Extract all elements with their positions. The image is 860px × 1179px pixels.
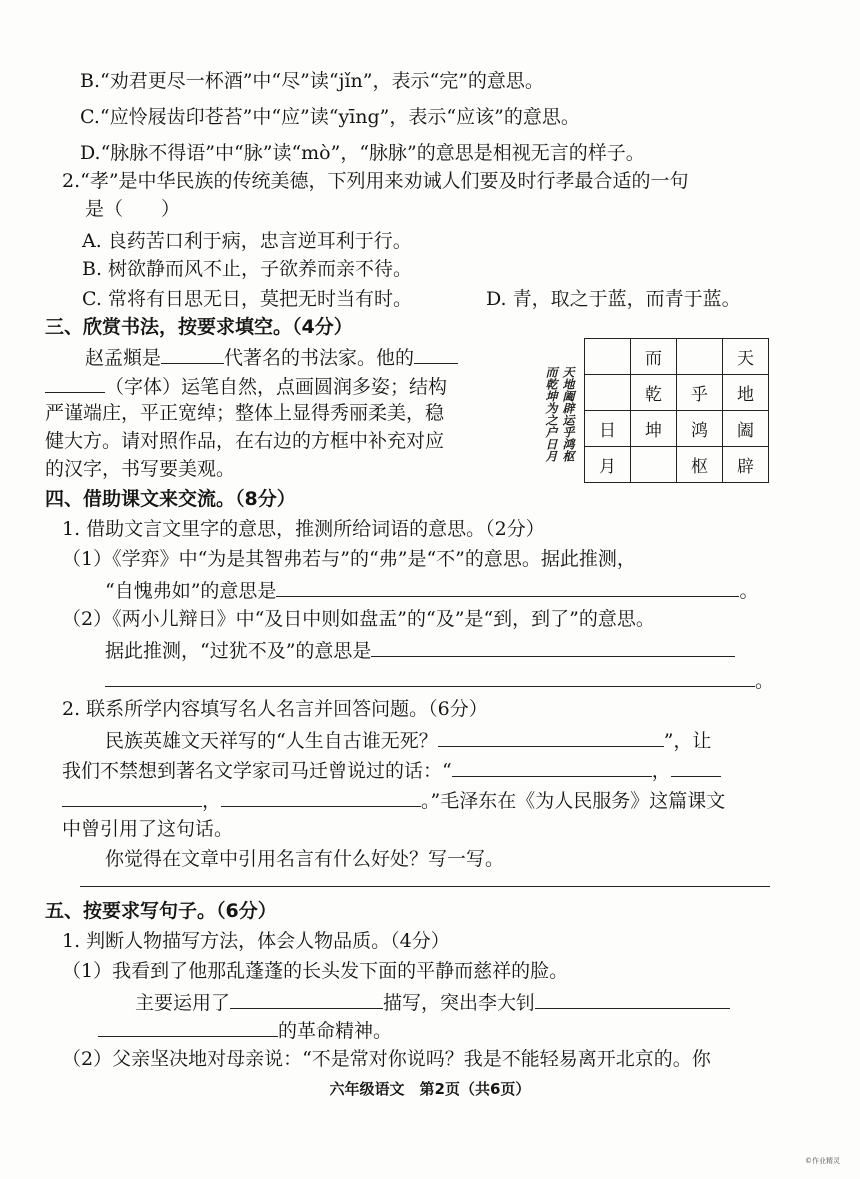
section3-para-line4: 健大方。请对照作品，在右边的方框中补充对应 — [45, 430, 445, 452]
section4-q1-1-line1: （1）《学弈》中“为是其智弗若与”的“弗”是“不”的意思。据此推测， — [62, 548, 636, 570]
grid-cell: 阖 — [723, 411, 769, 447]
simaqian-quote-blank-3[interactable] — [62, 786, 202, 807]
section3-para-line2 — [45, 372, 447, 400]
section4-q1-2-line3 — [105, 666, 774, 694]
dynasty-blank[interactable] — [161, 343, 224, 364]
section4-text: ”，让 — [663, 730, 712, 752]
simaqian-quote-blank-1[interactable] — [452, 756, 652, 777]
calligraphy-column-left: 而乾坤为之户日月 — [544, 366, 558, 462]
section5-title: 五、按要求写句子。（6分） — [45, 900, 277, 922]
q1-option-b: B.“劝君更尽一杯酒”中“尽”读“jǐn”，表示“完”的意思。 — [80, 70, 544, 92]
guoyou-buji-answer-blank-2[interactable] — [105, 666, 755, 687]
q2-stem-line2: 是（ ） — [85, 198, 181, 220]
grid-cell: 乎 — [677, 375, 723, 411]
grid-cell: 地 — [723, 375, 769, 411]
section4-q1-stem: 1. 借助文言文里字的意思，推测所给词语的意思。（2分） — [62, 518, 545, 540]
q1-option-c: C.“应怜屐齿印苍苔”中“应”读“yīng”，表示“应该”的意思。 — [80, 106, 580, 128]
grid-cell: 辟 — [723, 447, 769, 483]
grid-cell: 日 — [585, 411, 631, 447]
calligraphy-column-right: 天地阖辟运乎鸿枢 — [561, 366, 575, 462]
section5-text: 主要运用了 — [135, 992, 231, 1014]
section4-q2-line1 — [105, 726, 711, 754]
section4-text: 据此推测，“过犹不及”的意思是 — [105, 640, 372, 662]
calligraphy-sample — [527, 338, 575, 490]
grid-cell: 坤 — [631, 411, 677, 447]
section5-q1-1-line3 — [98, 1016, 392, 1044]
section4-text: “自愧弗如”的意思是 — [105, 580, 277, 602]
period: 。 — [755, 670, 775, 692]
grid-cell: 天 — [723, 339, 769, 375]
q2-option-a: A. 良药苦口利于病，忠言逆耳利于行。 — [82, 230, 412, 252]
section4-q1-2-line1: （2）《两小儿辩日》中“及日中则如盘盂”的“及”是“到，到了”的意思。 — [62, 608, 655, 630]
section3-para-line3: 严谨端庄，平正宽绰；整体上显得秀丽柔美，稳 — [45, 402, 445, 424]
section4-text: 民族英雄文天祥写的“人生自古谁无死？ — [105, 730, 438, 752]
section4-q1-2-line2 — [105, 636, 735, 664]
section3-para-line5: 的汉字，书写要美观。 — [45, 458, 236, 480]
section4-title: 四、借助课文来交流。（8分） — [45, 488, 296, 510]
q2-option-d: D. 青，取之于蓝，而青于蓝。 — [486, 288, 741, 310]
section3-para-line1 — [85, 343, 458, 371]
section5-q1-stem: 1. 判断人物描写方法，体会人物品质。（4分） — [62, 930, 450, 952]
section3-text: 代著名的书法家。他的 — [224, 347, 415, 369]
section4-text: 。”毛泽东在《为人民服务》这篇课文 — [421, 790, 726, 812]
character-quality-blank-2[interactable] — [98, 1016, 278, 1037]
grid-cell[interactable] — [677, 339, 723, 375]
section4-q2-stem: 2. 联系所学内容填写名人名言并回答问题。（6分） — [62, 698, 488, 720]
character-grid — [584, 338, 769, 483]
section5-text: 描写，突出李大钊 — [383, 992, 536, 1014]
section5-q1-1: （1）我看到了他那乱蓬蓬的长头发下面的平静而慈祥的脸。 — [62, 960, 569, 982]
section3-text: 赵孟頫是 — [85, 347, 162, 369]
section4-text: 我们不禁想到著名文学家司马迁曾说过的话：“ — [62, 760, 452, 782]
section3-title: 三、欣赏书法，按要求填空。（4分） — [45, 316, 353, 338]
section3-text: （字体）运笔自然，点画圆润多姿；结构 — [105, 376, 448, 398]
simaqian-quote-blank-2[interactable] — [671, 756, 721, 777]
script-blank-part2[interactable] — [45, 372, 105, 393]
grid-cell: 而 — [631, 339, 677, 375]
q2-option-b: B. 树欲静而风不止，子欲养而亲不待。 — [82, 258, 413, 280]
q2-option-c: C. 常将有日思无日，莫把无时当有时。 — [82, 288, 412, 310]
grid-cell: 枢 — [677, 447, 723, 483]
section4-q2-line4: 中曾引用了这句话。 — [62, 818, 234, 840]
period: 。 — [739, 580, 759, 602]
section4-q2-line3 — [62, 786, 725, 814]
q2-stem-line1: 2.“孝”是中华民族的传统美德，下列用来劝诫人们要及时行孝最合适的一句 — [62, 170, 689, 192]
script-blank-part1[interactable] — [414, 343, 458, 364]
character-quality-blank-1[interactable] — [535, 988, 730, 1009]
section5-q1-1-line2 — [135, 988, 730, 1016]
section4-q2-line5: 你觉得在文章中引用名言有什么好处？写一写。 — [105, 848, 505, 870]
grid-cell[interactable] — [585, 375, 631, 411]
section4-text: ， — [202, 790, 222, 812]
wentianxiang-quote-blank[interactable] — [438, 726, 664, 747]
quote-benefit-answer-line[interactable] — [80, 886, 770, 887]
grid-cell: 乾 — [631, 375, 677, 411]
section4-q2-line2 — [62, 756, 721, 784]
section4-q1-1-line2 — [105, 576, 758, 604]
section5-text: 的革命精神。 — [278, 1020, 393, 1042]
description-method-blank[interactable] — [230, 988, 383, 1009]
grid-cell[interactable] — [585, 339, 631, 375]
zikui-furu-answer-blank[interactable] — [276, 576, 739, 597]
simaqian-quote-blank-4[interactable] — [221, 786, 421, 807]
section5-q1-2: （2）父亲坚决地对母亲说：“不是常对你说吗？我是不能轻易离开北京的。你 — [62, 1048, 711, 1070]
grid-cell: 月 — [585, 447, 631, 483]
q1-option-d: D.“脉脉不得语”中“脉”读“mò”，“脉脉”的意思是相视无言的样子。 — [80, 142, 645, 164]
grid-cell[interactable] — [631, 447, 677, 483]
watermark-stamp: ©作业精灵 — [805, 1157, 840, 1165]
section4-text: ， — [651, 760, 671, 782]
page-footer: 六年级语文 第2页（共6页） — [329, 1080, 531, 1098]
grid-cell: 鸿 — [677, 411, 723, 447]
guoyou-buji-answer-blank[interactable] — [371, 636, 735, 657]
